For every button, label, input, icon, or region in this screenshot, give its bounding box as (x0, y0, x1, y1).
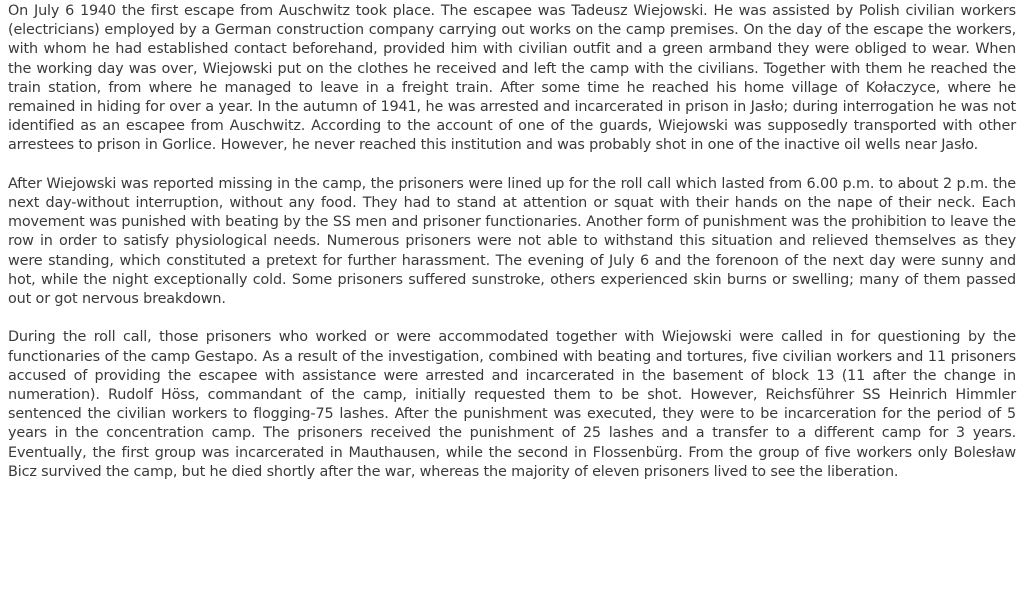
paragraph-investigation: During the roll call, those prisoners who worked or were accommodated together with Wiejowski were called in for questioning by the functionaries of the camp Gestapo. As a result of the investigation, combined with beating and tortures, five civilian workers and 11 prisoners accused of providing the escapee with assistance were arrested and incarcerated in the basement of block 13 (11 after the change in numeration). Rudolf Höss, commandant of the camp, initially requested them to be shot. However, Reichsführer SS Heinrich Himmler sentenced the civilian workers to flogging-75 lashes. After the punishment was executed, they were to be incarceration for the period of 5 years in the concentration camp. The prisoners received the punishment of 25 lashes and a transfer to a different camp for 3 years. Eventually, the first group was incarcerated in Mauthausen, while the second in Flossenbürg. From the group of five workers only Bolesław Bicz survived the camp, but he died shortly after the war, whereas the majority of eleven prisoners lived to see the liberation. (8, 329, 1016, 480)
paragraph-first-escape: On July 6 1940 the first escape from Auschwitz took place. The escapee was Tadeusz Wiejowski. He was assisted by Polish civilian workers (electricians) employed by a German construction company carrying out works on the camp premises. On the day of the escape the workers, with whom he had established contact beforehand, provided him with civilian outfit and a green armband they were obliged to wear. When the working day was over, Wiejowski put on the clothes he received and left the camp with the civilians. Together with them he reached the train station, from where he managed to leave in a freight train. After some time he reached his home village of Kołaczyce, where he remained in hiding for over a year. In the autumn of 1941, he was arrested and incarcerated in prison in Jasło; during interrogation he was not identified as an escapee from Auschwitz. According to the account of one of the guards, Wiejowski was supposedly transported with other arrestees to prison in Gorlice. However, he never reached this institution and was probably shot in one of the inactive oil wells near Jasło. (8, 3, 1016, 154)
paragraph-roll-call: After Wiejowski was reported missing in the camp, the prisoners were lined up for the roll call which lasted from 6.00 p.m. to about 2 p.m. the next day-without interruption, without any food. They had to stand at attention or squat with their hands on the nape of their neck. Each movement was punished with beating by the SS men and prisoner functionaries. Another form of punishment was the prohibition to leave the row in order to satisfy physiological needs. Numerous prisoners were not able to withstand this situation and relieved themselves as they were standing, which constituted a pretext for further harassment. The evening of July 6 and the forenoon of the next day were sunny and hot, while the night exceptionally cold. Some prisoners suffered sunstroke, others experienced skin burns or swelling; many of them passed out or got nervous breakdown. (8, 175, 1016, 308)
